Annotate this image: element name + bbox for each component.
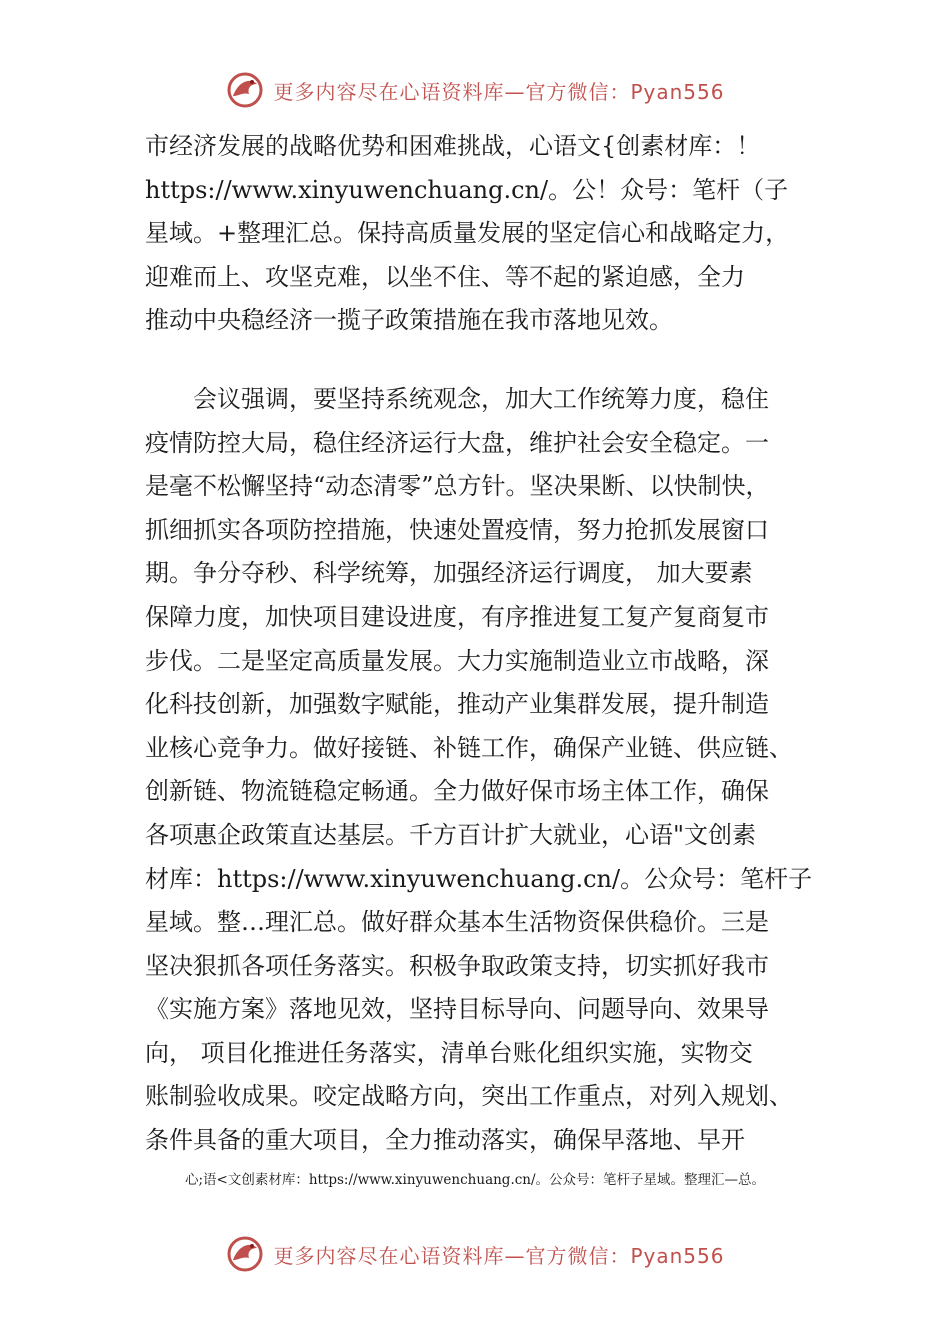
text-line: 期。争分夺秒、科学统筹，加强经济运行调度， 加大要素	[145, 559, 753, 588]
text-line: 会议强调，要坚持系统观念，加大工作统筹力度，稳住	[193, 384, 769, 413]
red-dragon-seal-icon	[225, 1234, 265, 1274]
paragraph-gap	[145, 343, 825, 378]
text-line: 步伐。二是坚定高质量发展。大力实施制造业立市战略，深	[145, 646, 769, 675]
red-dragon-seal-icon	[225, 70, 265, 110]
text-line: 账制验收成果。咬定战略方向，突出工作重点，对列入规划、	[145, 1082, 793, 1111]
header-banner	[0, 68, 950, 112]
footer-banner	[0, 1232, 950, 1276]
paragraph-1	[145, 125, 825, 343]
document-body	[145, 125, 825, 1163]
text-line: 是毫不松懈坚持“动态清零”总方针。坚决果断、以快制快，	[145, 472, 770, 501]
text-line: 坚决狠抓各项任务落实。积极争取政策支持，切实抓好我市	[145, 951, 769, 980]
text-line: 市经济发展的战略优势和困难挑战，心语文{创素材库：！	[145, 132, 761, 160]
banner-text: 更多内容尽在心语资料库—官方微信：Pyan556	[273, 1243, 725, 1268]
text-line: 条件具备的重大项目，全力推动落实，确保早落地、早开	[145, 1126, 745, 1155]
paragraph-2	[145, 378, 825, 1163]
text-line: 各项惠企政策直达基层。千方百计扩大就业，心语"文创素	[145, 820, 757, 849]
banner-text: 更多内容尽在心语资料库—官方微信：Pyan556	[273, 79, 725, 104]
text-line: 业核心竞争力。做好接链、补链工作，确保产业链、供应链、	[145, 733, 793, 762]
text-line: 保障力度，加快项目建设进度，有序推进复工复产复商复市	[145, 602, 769, 631]
text-line: 向， 项目化推进任务落实，清单台账化组织实施，实物交	[145, 1038, 753, 1067]
text-line: 星域。整…理汇总。做好群众基本生活物资保供稳价。三是	[145, 908, 769, 937]
text-line: 《实施方案》落地见效，坚持目标导向、问题导向、效果导	[145, 995, 769, 1024]
text-line: 化科技创新，加强数字赋能，推动产业集群发展，提升制造	[145, 690, 769, 719]
text-line: https://www.xinyuwenchuang.cn/。公！众号：笔杆（子	[145, 175, 789, 204]
text-line: 疫情防控大局，稳住经济运行大盘，维护社会安全稳定。一	[145, 428, 769, 457]
text-line: 抓细抓实各项防控措施，快速处置疫情，努力抢抓发展窗口	[145, 515, 769, 544]
text-line: 推动中央稳经济一揽子政策措施在我市落地见效。	[145, 306, 673, 335]
text-line: 材库：https://www.xinyuwenchuang.cn/。公众号：笔杆子	[145, 864, 813, 893]
text-line: 星域。+整理汇总。保持高质量发展的坚定信心和战略定力，	[145, 219, 790, 248]
text-line: 迎难而上、攻坚克难，以坐不住、等不起的紧迫感，全力	[145, 262, 745, 291]
footnote: 心;语<文创素材库：https://www.xinyuwenchuang.cn/。公众号：笔杆子星域。整理汇—总。	[184, 1172, 766, 1188]
text-line: 创新链、物流链稳定畅通。全力做好保市场主体工作，确保	[145, 777, 769, 806]
